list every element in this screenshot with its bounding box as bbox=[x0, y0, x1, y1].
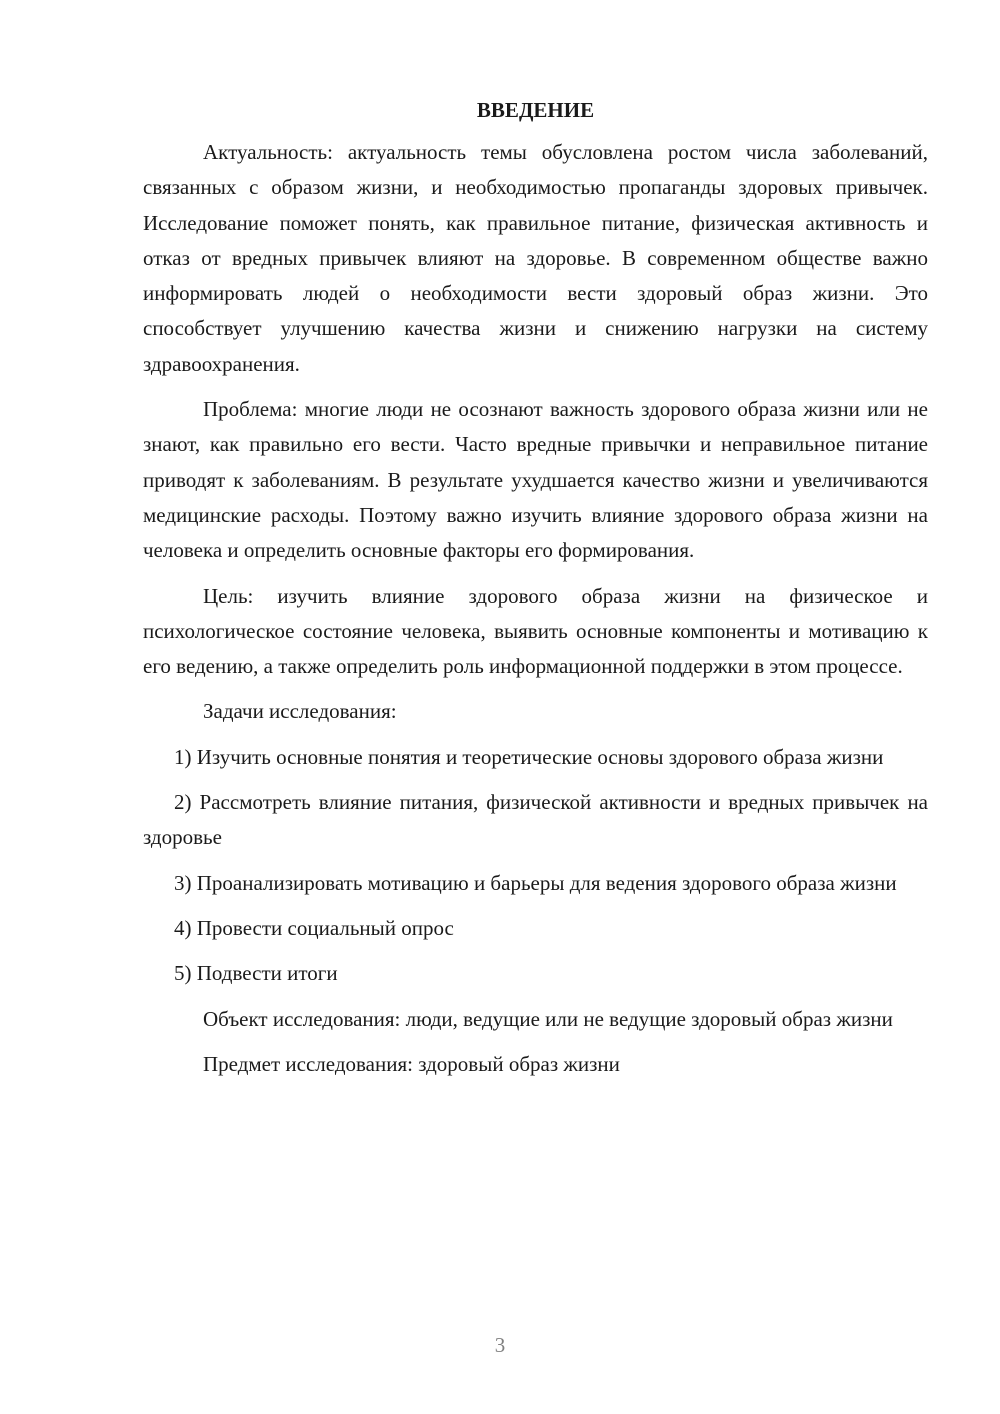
section-heading: ВВЕДЕНИЕ bbox=[476, 98, 595, 122]
tasks-title: Задачи исследования: bbox=[203, 699, 397, 724]
task-item-3: 3) Проанализировать мотивацию и барьеры для ведения здорового образа жизни bbox=[174, 870, 897, 895]
paragraph-problem: Проблема: многие люди не осознают важность здорового образа жизни или не знают, как правильно его вести. Часто вредные привычки и неправильное питание приводят к заболеваниям. В результате ухудшается качество жизни и увеличиваются медицинские расходы. Поэтому важно изучить влияние здорового образа жизни на человека и определить основные факторы его формирования. bbox=[143, 397, 928, 563]
document-page bbox=[143, 92, 928, 1092]
page-number: 3 bbox=[494, 1333, 506, 1357]
task-item-2: 2) Рассмотреть влияние питания, физической активности и вредных привычек на здоровье bbox=[143, 790, 928, 850]
task-item-4: 4) Провести социальный опрос bbox=[174, 915, 454, 940]
task-item-1: 1) Изучить основные понятия и теоретические основы здорового образа жизни bbox=[174, 744, 884, 769]
paragraph-relevance: Актуальность: актуальность темы обусловлена ростом числа заболеваний, связанных с образом жизни, и необходимостью пропаганды здоровых привычек. Исследование поможет понять, как правильное питание, физическая активность и отказ от вредных привычек влияют на здоровье. В современном обществе важно информировать людей о необходимости вести здоровый образ жизни. Это способствует улучшению качества жизни и снижению нагрузки на систему здравоохранения. bbox=[143, 140, 928, 376]
paragraph-subject: Предмет исследования: здоровый образ жизни bbox=[203, 1051, 620, 1076]
task-item-5: 5) Подвести итоги bbox=[174, 961, 338, 986]
paragraph-goal: Цель: изучить влияние здорового образа жизни на физическое и психологическое состояние человека, выявить основные компоненты и мотивацию к его ведению, а также определить роль информационной поддержки в этом процессе. bbox=[143, 583, 928, 679]
paragraph-object: Объект исследования: люди, ведущие или не ведущие здоровый образ жизни bbox=[203, 1006, 893, 1031]
